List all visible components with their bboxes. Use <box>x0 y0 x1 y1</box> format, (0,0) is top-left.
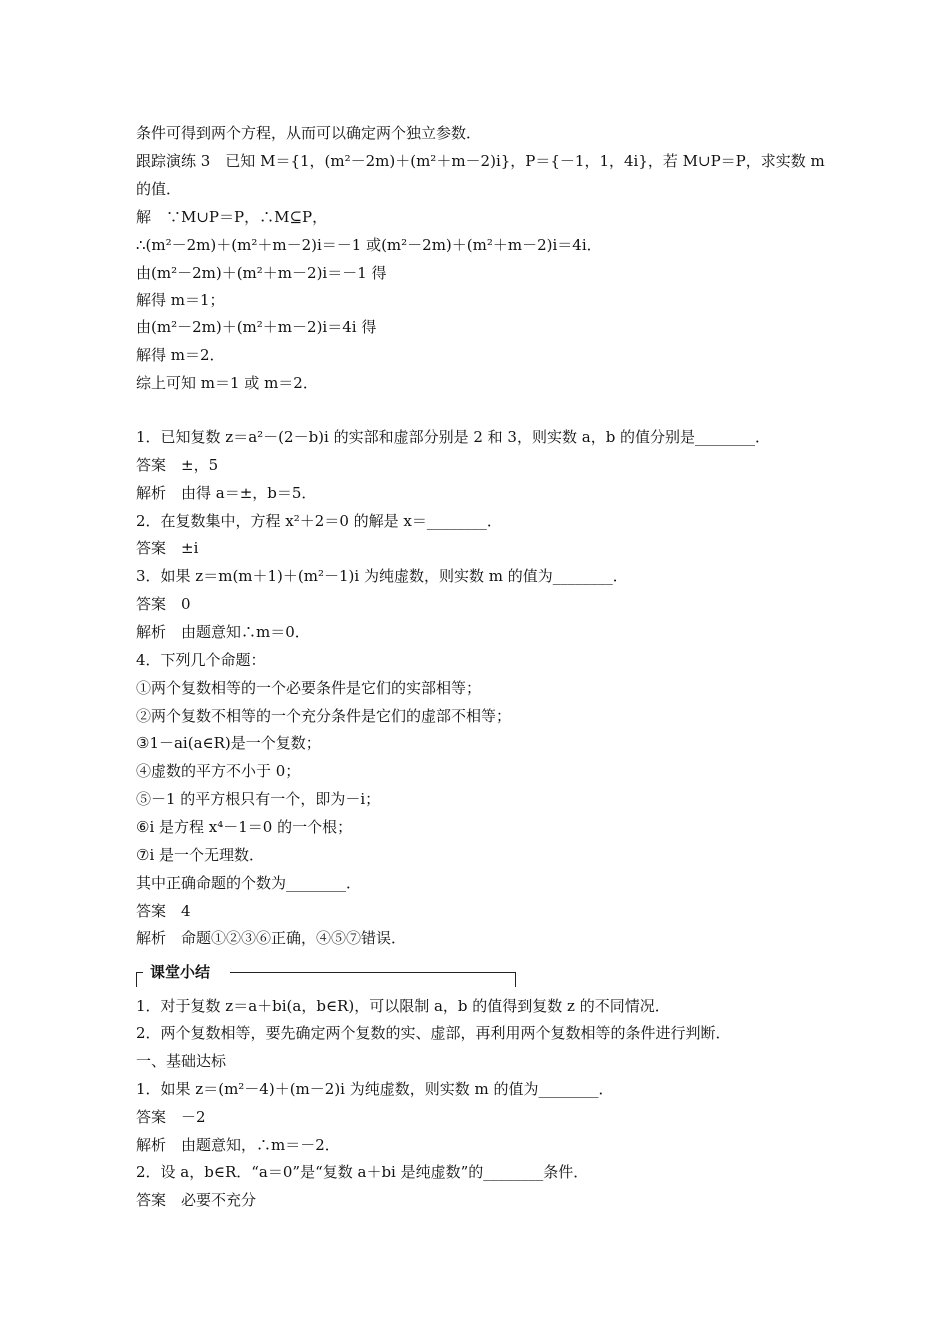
proposition-line: ⑦i 是一个无理数． <box>136 846 265 864</box>
summary-header <box>136 962 516 988</box>
proposition-line: ③1－ai(a∈R)是一个复数； <box>136 734 321 752</box>
question-line: 1．已知复数 z＝a²－(2－b)i 的实部和虚部分别是 2 和 3，则实数 a，b 的值分别是________． <box>136 428 771 446</box>
answer-line: 答案 必要不充分 <box>136 1191 257 1209</box>
answer-line: 答案 －2 <box>136 1108 206 1126</box>
summary-line: 2．两个复数相等，要先确定两个复数的实、虚部，再利用两个复数相等的条件进行判断． <box>136 1024 731 1042</box>
text-line: 综上可知 m＝1 或 m＝2． <box>136 374 318 392</box>
analysis-line: 解析 由题意知，∴m＝－2． <box>136 1136 340 1154</box>
bracket-right <box>509 972 516 987</box>
analysis-line: 解析 由得 a＝±，b＝5． <box>136 484 317 502</box>
question-line: 其中正确命题的个数为________． <box>136 874 362 892</box>
header-rule <box>230 972 510 973</box>
question-line: 2．设 a，b∈R．“a＝0”是“复数 a＋bi 是纯虚数”的________条件． <box>136 1163 589 1181</box>
bracket-left <box>136 972 143 987</box>
section-heading: 一、基础达标 <box>136 1052 227 1070</box>
summary-title: 课堂小结 <box>150 963 211 981</box>
proposition-line: ②两个复数不相等的一个充分条件是它们的虚部不相等； <box>136 707 512 725</box>
proposition-line: ⑥i 是方程 x⁴－1＝0 的一个根； <box>136 818 353 836</box>
proposition-line: ①两个复数相等的一个必要条件是它们的实部相等； <box>136 679 482 697</box>
question-line: 1．如果 z＝(m²－4)＋(m－2)i 为纯虚数，则实数 m 的值为________． <box>136 1080 614 1098</box>
text-line: 解 ∵M∪P＝P，∴M⊆P， <box>136 208 328 226</box>
text-line: 条件可得到两个方程，从而可以确定两个独立参数． <box>136 124 482 142</box>
text-line: 跟踪演练 3 已知 M＝{1，(m²－2m)＋(m²＋m－2)i}，P＝{－1，1，4i}，若 M∪P＝P，求实数 m <box>136 152 825 170</box>
text-line: 的值． <box>136 180 182 198</box>
analysis-line: 解析 命题①②③⑥正确，④⑤⑦错误． <box>136 929 407 947</box>
text-line: 解得 m＝1； <box>136 291 225 309</box>
text-line: ∴(m²－2m)＋(m²＋m－2)i＝－1 或(m²－2m)＋(m²＋m－2)i＝4i． <box>136 236 602 254</box>
summary-line: 1．对于复数 z＝a＋bi(a，b∈R)，可以限制 a，b 的值得到复数 z 的不同情况． <box>136 997 670 1015</box>
answer-line: 答案 0 <box>136 595 191 613</box>
question-line: 2．在复数集中，方程 x²＋2＝0 的解是 x＝________． <box>136 512 502 530</box>
question-line: 4．下列几个命题： <box>136 651 266 669</box>
question-line: 3．如果 z＝m(m＋1)＋(m²－1)i 为纯虚数，则实数 m 的值为________． <box>136 567 628 585</box>
proposition-line: ④虚数的平方不小于 0； <box>136 762 301 780</box>
analysis-line: 解析 由题意知∴m＝0． <box>136 623 310 641</box>
text-line: 由(m²－2m)＋(m²＋m－2)i＝－1 得 <box>136 264 387 282</box>
answer-line: 答案 ±，5 <box>136 456 219 474</box>
text-line: 由(m²－2m)＋(m²＋m－2)i＝4i 得 <box>136 318 377 336</box>
answer-line: 答案 ±i <box>136 539 199 557</box>
text-line: 解得 m＝2． <box>136 346 225 364</box>
answer-line: 答案 4 <box>136 902 191 920</box>
proposition-line: ⑤－1 的平方根只有一个，即为－i； <box>136 790 381 808</box>
